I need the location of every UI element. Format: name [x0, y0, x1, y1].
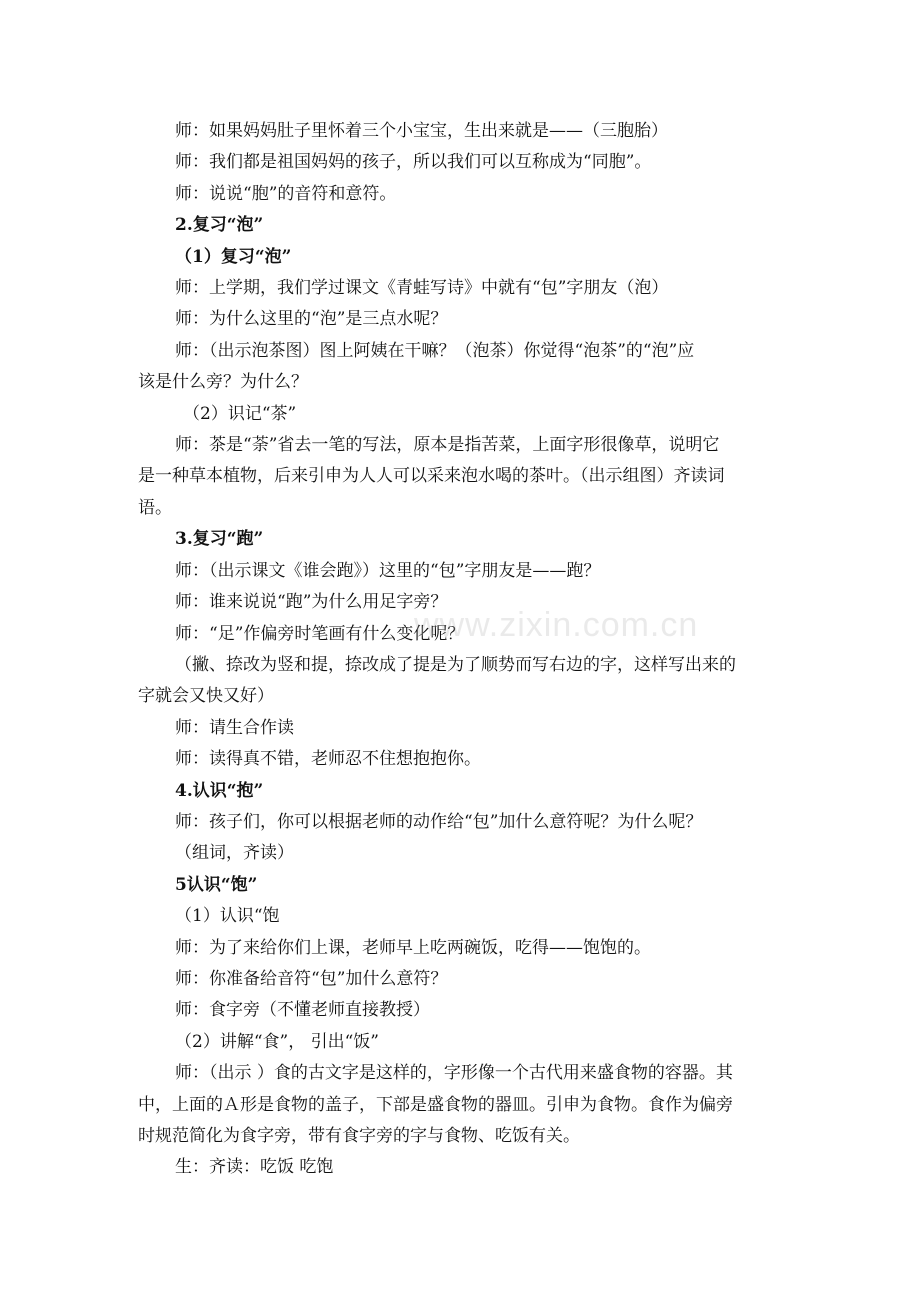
paragraph-line: 是一种草本植物，后来引申为人人可以采来泡水喝的茶叶。（出示组图）齐读词: [138, 466, 725, 487]
paragraph-line: 师：请生合作读: [175, 717, 294, 738]
paragraph-line: 师：上学期，我们学过课文《青蛙写诗》中就有“包”字朋友（泡）: [175, 278, 669, 299]
paragraph-line: 师：说说“胞”的音符和意符。: [175, 183, 397, 204]
document-body: [138, 116, 788, 1184]
section-heading: 4.认识“抱”: [175, 780, 264, 801]
paragraph-line: 师：你准备给音符“包”加什么意符？: [175, 968, 448, 989]
paragraph-line: 师：孩子们，你可以根据老师的动作给“包”加什么意符呢？为什么呢？: [175, 811, 703, 832]
section-heading: 2.复习“泡”: [175, 215, 264, 236]
paragraph-line: 师：（出示 ）食的古文字是这样的，字形像一个古代用来盛食物的容器。其: [175, 1063, 733, 1084]
paragraph-line: 师：食字旁（不懂老师直接教授）: [175, 1000, 430, 1021]
paragraph-line: 师：“足”作偏旁时笔画有什么变化呢？: [175, 623, 465, 644]
paragraph-line: 师：（出示泡茶图）图上阿姨在干嘛？（泡茶）你觉得“泡茶”的“泡”应: [175, 340, 695, 361]
watermark: www.zixin.com.cn: [414, 606, 699, 644]
paragraph-line: 师：（出示课文《谁会跑》）这里的“包”字朋友是——跑？: [175, 560, 601, 581]
paragraph-line: 师：读得真不错，老师忍不住想抱抱你。: [175, 749, 481, 770]
paragraph-line: 时规范简化为食字旁，带有食字旁的字与食物、吃饭有关。: [138, 1126, 580, 1146]
paragraph-line: （组词，齐读）: [175, 843, 294, 864]
section-heading: 3.复习“跑”: [175, 529, 264, 550]
section-heading: 5认识“饱”: [175, 874, 258, 895]
paragraph-line: 语。: [138, 497, 172, 518]
paragraph-line: 师：为什么这里的“泡”是三点水呢？: [175, 309, 448, 330]
paragraph-line: 师：为了来给你们上课，老师早上吃两碗饭，吃得——饱饱的。: [175, 937, 651, 958]
paragraph-line: 字就会又快又好）: [138, 686, 274, 707]
subsection-heading: （2）识记“茶”: [183, 403, 297, 424]
subsection-heading: （2）讲解“食”， 引出“饭”: [175, 1031, 379, 1052]
paragraph-line: 生：齐读：吃饭 吃饱: [175, 1157, 334, 1178]
paragraph-line: 中，上面的Ａ形是食物的盖子，下部是盛食物的器皿。引申为食物。食作为偏旁: [138, 1094, 733, 1115]
paragraph-line: 该是什么旁？为什么？: [138, 372, 308, 393]
paragraph-line: 师：我们都是祖国妈妈的孩子，所以我们可以互称成为“同胞”。: [175, 152, 652, 173]
paragraph-line: （撇、捺改为竖和提，捺改成了提是为了顺势而写右边的字，这样写出来的: [175, 654, 736, 675]
paragraph-line: 师：如果妈妈肚子里怀着三个小宝宝，生出来就是——（三胞胎）: [175, 121, 668, 141]
subsection-heading: （1）复习“泡”: [175, 246, 292, 267]
paragraph-line: 师：谁来说说“跑”为什么用足字旁？: [175, 592, 448, 613]
subsection-heading: （1）认识“饱: [175, 906, 280, 927]
paragraph-line: 师：茶是“荼”省去一笔的写法，原本是指苦菜，上面字形很像草，说明它: [175, 435, 720, 456]
